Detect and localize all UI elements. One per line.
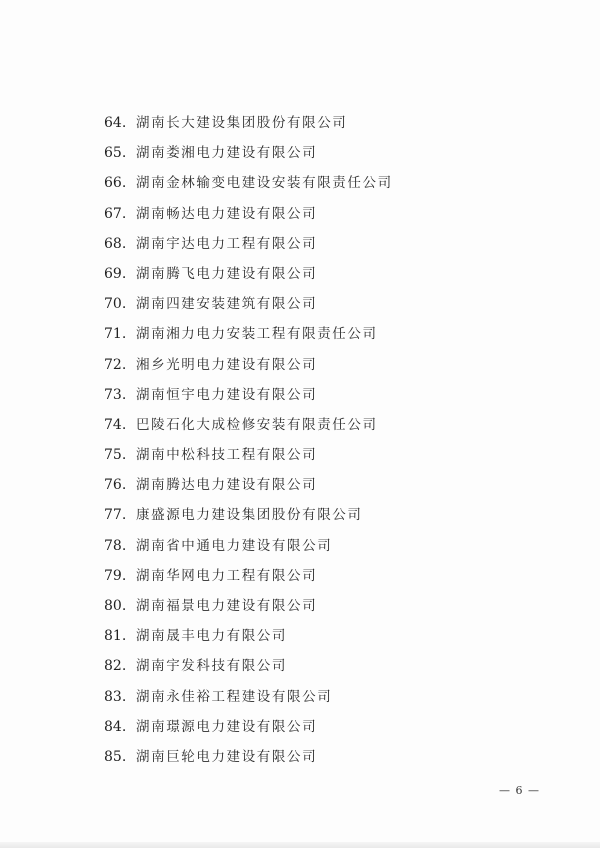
item-number: 75. bbox=[104, 447, 127, 464]
list-item bbox=[104, 531, 544, 561]
list-item bbox=[104, 350, 544, 380]
item-number: 77. bbox=[104, 507, 127, 524]
item-number: 67. bbox=[104, 205, 127, 222]
scan-bottom-edge bbox=[0, 842, 600, 848]
company-name: 湖南宇达电力工程有限公司 bbox=[136, 235, 318, 252]
list-item bbox=[104, 229, 544, 259]
list-item bbox=[104, 168, 544, 198]
company-name: 湖南永佳裕工程建设有限公司 bbox=[136, 688, 333, 705]
item-number: 83. bbox=[104, 688, 127, 705]
list-item bbox=[104, 561, 544, 591]
item-number: 82. bbox=[104, 658, 127, 675]
item-number: 76. bbox=[104, 477, 127, 494]
list-item bbox=[104, 108, 544, 138]
company-name: 湖南四建安装建筑有限公司 bbox=[136, 296, 318, 313]
item-number: 69. bbox=[104, 265, 127, 282]
company-list bbox=[104, 108, 544, 772]
page-number: — 6 — bbox=[499, 784, 540, 797]
list-item bbox=[104, 380, 544, 410]
item-number: 64. bbox=[104, 115, 127, 131]
company-name: 湖南巨轮电力建设有限公司 bbox=[136, 748, 318, 765]
item-number: 65. bbox=[104, 145, 127, 162]
company-name: 湖南畅达电力建设有限公司 bbox=[136, 205, 318, 222]
item-number: 74. bbox=[104, 416, 127, 433]
company-name: 康盛源电力建设集团股份有限公司 bbox=[136, 507, 363, 524]
company-name: 湖南娄湘电力建设有限公司 bbox=[136, 145, 318, 162]
list-item bbox=[104, 621, 544, 651]
item-number: 85. bbox=[104, 748, 127, 765]
list-item bbox=[104, 440, 544, 470]
company-name: 湖南湘力电力安装工程有限责任公司 bbox=[136, 326, 378, 343]
item-number: 73. bbox=[104, 386, 127, 403]
list-item bbox=[104, 319, 544, 349]
company-name: 湖南璟源电力建设有限公司 bbox=[136, 718, 318, 735]
list-item bbox=[104, 682, 544, 712]
item-number: 72. bbox=[104, 356, 127, 373]
company-name: 湖南晟丰电力有限公司 bbox=[136, 628, 287, 645]
list-item bbox=[104, 289, 544, 319]
company-name: 湖南恒宇电力建设有限公司 bbox=[136, 386, 318, 403]
company-name: 湖南宇发科技有限公司 bbox=[136, 658, 287, 675]
company-name: 巴陵石化大成检修安装有限责任公司 bbox=[136, 416, 378, 433]
list-item bbox=[104, 500, 544, 530]
list-item bbox=[104, 742, 544, 772]
list-item bbox=[104, 470, 544, 500]
company-name: 湖南腾达电力建设有限公司 bbox=[136, 477, 318, 494]
list-item bbox=[104, 591, 544, 621]
list-item bbox=[104, 651, 544, 681]
company-name: 湘乡光明电力建设有限公司 bbox=[136, 356, 318, 373]
company-name: 湖南省中通电力建设有限公司 bbox=[136, 537, 333, 554]
company-name: 湖南福景电力建设有限公司 bbox=[136, 598, 318, 614]
company-name: 湖南华网电力工程有限公司 bbox=[136, 567, 318, 584]
list-item bbox=[104, 199, 544, 229]
list-item bbox=[104, 410, 544, 440]
item-number: 79. bbox=[104, 567, 127, 584]
item-number: 70. bbox=[104, 296, 127, 313]
company-name: 湖南长大建设集团股份有限公司 bbox=[136, 115, 348, 131]
company-name: 湖南中松科技工程有限公司 bbox=[136, 447, 318, 464]
list-item bbox=[104, 712, 544, 742]
list-item bbox=[104, 259, 544, 289]
item-number: 66. bbox=[104, 175, 127, 192]
item-number: 84. bbox=[104, 718, 127, 735]
item-number: 81. bbox=[104, 628, 127, 645]
company-name: 湖南金林输变电建设安装有限责任公司 bbox=[136, 175, 393, 192]
item-number: 78. bbox=[104, 537, 127, 554]
company-name: 湖南腾飞电力建设有限公司 bbox=[136, 265, 318, 282]
item-number: 68. bbox=[104, 235, 127, 252]
item-number: 71. bbox=[104, 326, 127, 343]
item-number: 80. bbox=[104, 598, 127, 614]
list-item bbox=[104, 138, 544, 168]
